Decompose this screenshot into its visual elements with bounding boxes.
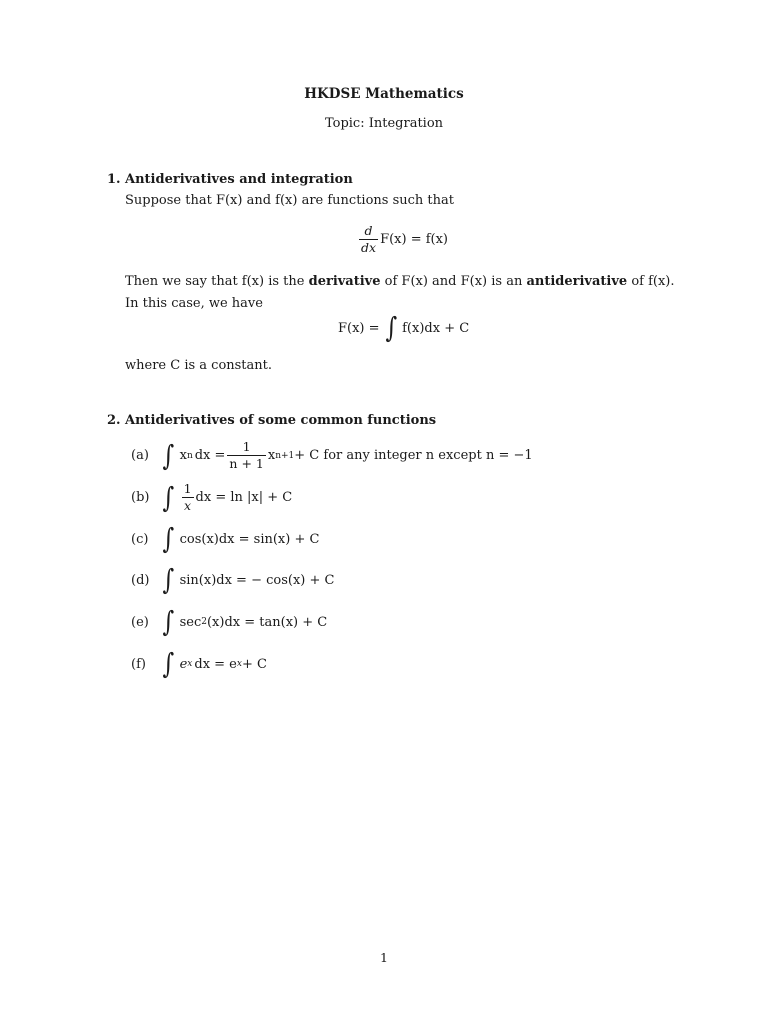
formula-e: (e) ∫ sec 2 (x)dx = tan(x) + C [131, 605, 328, 638]
section-2-heading: Antiderivatives of some common functions [125, 413, 437, 428]
formula-b: (b) ∫ $\frac{1}{x}$ dx = ln |x| + C [131, 480, 293, 514]
integral-sign-icon: ∫ [162, 480, 175, 514]
integral-sign-icon: ∫ [162, 438, 175, 472]
derivative-equation [357, 224, 448, 255]
integral-sign-icon: ∫ [384, 311, 397, 344]
formula-a: (a) ∫ x n dx = $\frac{1}{n + 1}$ x n+1 + C for any integer n except n = −1 [131, 438, 533, 472]
term-derivative: derivative [308, 274, 381, 289]
integral-sign-icon: ∫ [162, 563, 175, 596]
document-title: HKDSE Mathematics [304, 86, 464, 102]
page-number: 1 [380, 950, 388, 965]
section-1-heading: Antiderivatives and integration [125, 172, 353, 187]
section-1-intro: Suppose that F(x) and f(x) are functions such that [125, 193, 454, 208]
section-1-then-line: Then we say that f(x) is the derivative of F(x) and F(x) is an antiderivative of f(x). [125, 274, 675, 289]
document-topic: Topic: Integration [324, 116, 444, 131]
section-1-where: where C is a constant. [125, 358, 273, 373]
integral-sign-icon: ∫ [162, 647, 175, 680]
term-antiderivative: antiderivative [526, 274, 628, 289]
antiderivative-equation: F(x) = ∫ f(x)dx + C [338, 311, 470, 344]
section-1-number: 1. [107, 172, 121, 187]
derivative-equation-rhs: F(x) = f(x) [380, 232, 449, 247]
formula-c: (c) ∫ cos(x)dx = sin(x) + C [131, 522, 320, 555]
integral-sign-icon: ∫ [162, 605, 175, 638]
d-dx-fraction: $\frac{d}{dx}$ [361, 223, 377, 255]
integral-sign-icon: ∫ [162, 522, 175, 555]
formula-d: (d) ∫ sin(x)dx = − cos(x) + C [131, 563, 335, 596]
section-2-number: 2. [107, 413, 121, 428]
formula-f: (f) ∫ e x dx = e x + C [131, 647, 267, 680]
section-1-in-this-case: In this case, we have [125, 296, 263, 311]
